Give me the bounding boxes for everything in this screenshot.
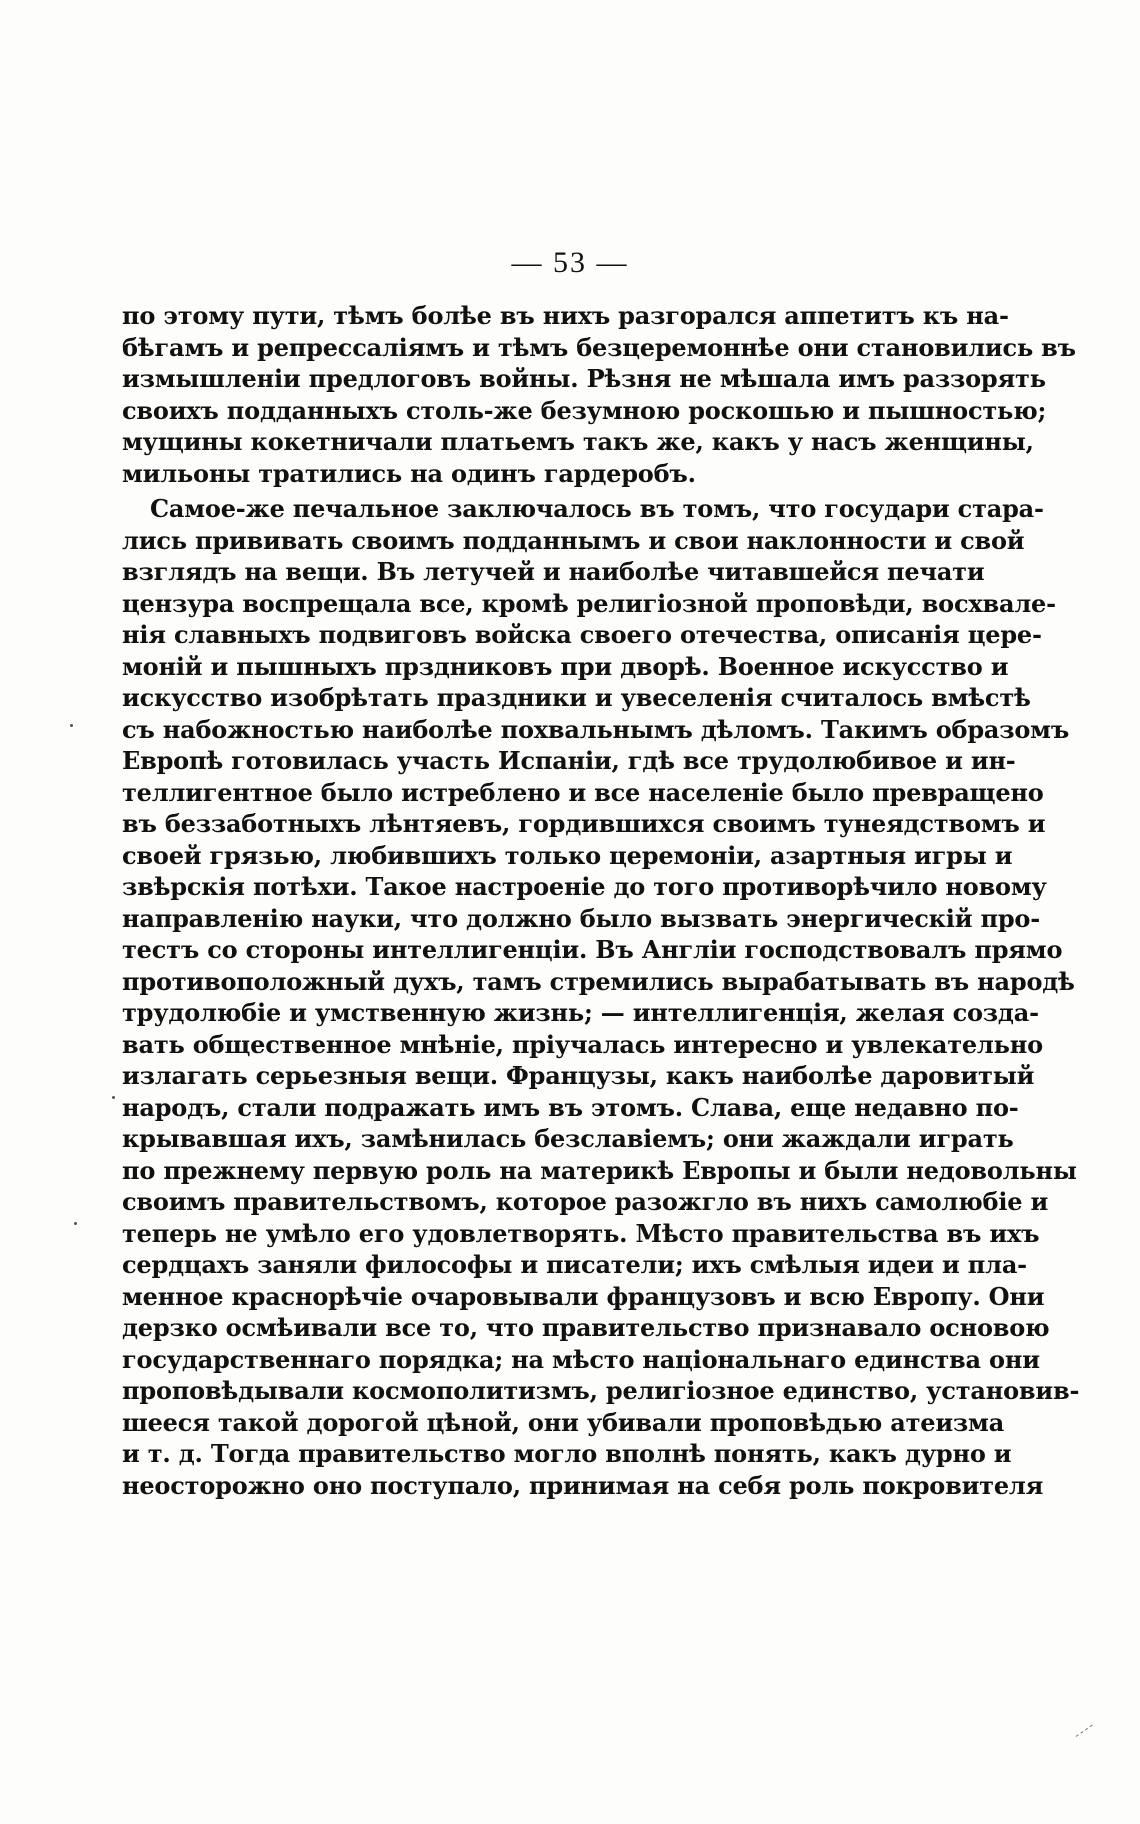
text-line: въ беззаботныхъ лѣнтяевъ, гордившихся своимъ тунеядствомъ и bbox=[122, 809, 1046, 838]
text-line: теллигентное было истреблено и все населеніе было превращено bbox=[122, 777, 1044, 807]
text-line: бѣгамъ и репрессаліямъ и тѣмъ безцеремоннѣе они становились въ bbox=[122, 332, 1076, 362]
text-line: съ набожностью наиболѣе похвальнымъ дѣломъ. Такимъ образомъ bbox=[122, 714, 1070, 744]
text-line: цензура воспрещала все, кромѣ религіозной проповѣди, восхвале- bbox=[122, 588, 1056, 618]
text-line: взглядъ на вещи. Въ летучей и наиболѣе читавшейся печати bbox=[122, 557, 985, 586]
text-line: Самое-же печальное заключалось въ томъ, что государи стара- bbox=[150, 494, 1044, 523]
text-line: государственнаго порядка; на мѣсто національнаго единства они bbox=[122, 1344, 1040, 1374]
text-line: сердцахъ заняли философы и писатели; ихъ смѣлыя идеи и пла- bbox=[122, 1250, 1027, 1279]
text-line: своей грязью, любившихъ только церемоніи, азартныя игры и bbox=[122, 840, 1013, 870]
scan-speck bbox=[112, 1096, 115, 1099]
scan-speck bbox=[70, 724, 73, 727]
scan-scratch bbox=[1076, 1725, 1095, 1740]
text-line: мильоны тратились на одинъ гардеробъ. bbox=[122, 458, 696, 488]
text-line: мущины кокетничали платьемъ такъ же, какъ у насъ женщины, bbox=[122, 427, 1034, 456]
text-line: теперь не умѣло его удовлетворять. Мѣсто правительства въ ихъ bbox=[122, 1218, 1040, 1248]
text-line: Европѣ готовилась участь Испаніи, гдѣ все трудолюбивое и ин- bbox=[122, 746, 1016, 775]
text-line: и т. д. Тогда правительство могло вполнѣ понять, какъ дурно и bbox=[122, 1439, 1012, 1468]
text-line: менное краснорѣчіе очаровывали французовъ и всю Европу. Они bbox=[122, 1281, 1045, 1311]
text-line: своимъ правительствомъ, которое разожгло въ нихъ самолюбіе и bbox=[122, 1187, 1049, 1216]
text-line: измышленіи предлоговъ войны. Рѣзня не мѣшала имъ раззорять bbox=[122, 364, 1046, 393]
text-line: своихъ подданныхъ столь-же безумною роскошью и пышностью; bbox=[122, 395, 1047, 425]
text-line: направленію науки, что должно было вызвать энергическій про- bbox=[122, 903, 1041, 933]
text-line: дерзко осмѣивали все то, что правительство признавало основою bbox=[122, 1313, 1050, 1342]
body-text bbox=[122, 300, 1080, 1501]
text-line: нія славныхъ подвиговъ войска своего отечества, описанія цере- bbox=[122, 620, 1042, 649]
text-line: по этому пути, тѣмъ болѣе въ нихъ разгорался аппетитъ къ на- bbox=[122, 301, 1009, 330]
text-line: вать общественное мнѣніе, пріучалась интересно и увлекательно bbox=[122, 1029, 1043, 1059]
text-line: по прежнему первую роль на материкѣ Европы и были недовольны bbox=[122, 1155, 1077, 1185]
text-line: моній и пышныхъ прздниковъ при дворѣ. Военное искусство и bbox=[122, 651, 1009, 681]
text-line: шееся такой дорогой цѣной, они убивали проповѣдью атеизма bbox=[122, 1407, 1005, 1437]
text-line: тестъ со стороны интеллигенціи. Въ Англіи господствовалъ прямо bbox=[122, 935, 1063, 964]
text-line: лись прививать своимъ подданнымъ и свои наклонности и свой bbox=[122, 525, 1025, 555]
scan-speck bbox=[74, 1222, 77, 1225]
text-line: народъ, стали подражать имъ въ этомъ. Слава, еще недавно по- bbox=[122, 1092, 1019, 1122]
text-line: крывавшая ихъ, замѣнилась безславіемъ; они жаждали играть bbox=[122, 1124, 1014, 1153]
text-line: проповѣдывали космополитизмъ, религіозное единство, установив- bbox=[122, 1376, 1080, 1405]
text-line: звѣрскія потѣхи. Такое настроеніе до того противорѣчило новому bbox=[122, 872, 1047, 901]
text-line: противоположный духъ, тамъ стремились вырабатывать въ народѣ bbox=[122, 966, 1075, 996]
page-number: — 53 — bbox=[511, 246, 629, 279]
text-line: излагать серьезныя вещи. Французы, какъ наиболѣе даровитый bbox=[122, 1061, 1035, 1090]
paragraph-2 bbox=[122, 493, 1080, 1501]
paragraph-1 bbox=[122, 300, 1076, 489]
text-line: неосторожно оно поступало, принимая на себя роль покровителя bbox=[122, 1470, 1044, 1500]
text-line: трудолюбіе и умственную жизнь; — интеллигенція, желая созда- bbox=[122, 998, 1039, 1027]
text-line: искусство изобрѣтать праздники и увеселенія считалось вмѣстѣ bbox=[122, 683, 1031, 712]
